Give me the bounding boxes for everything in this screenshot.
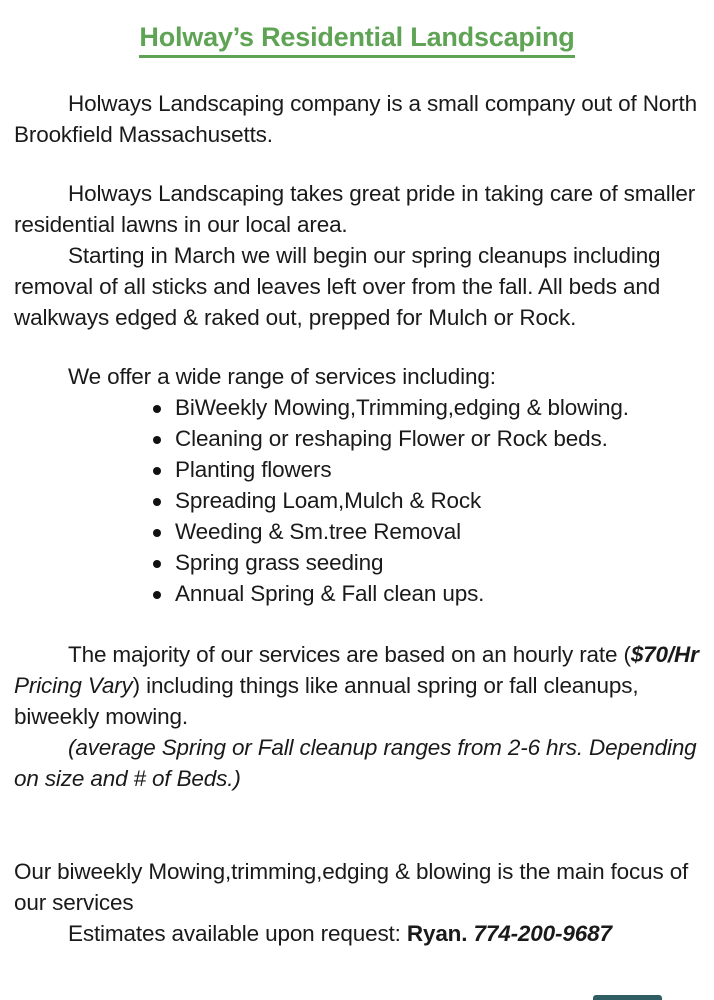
- list-item-label: Planting flowers: [175, 457, 332, 482]
- spacer: [14, 794, 710, 856]
- bullet-icon: [153, 436, 161, 444]
- services-heading: We offer a wide range of services including:: [68, 364, 496, 389]
- list-item: [14, 547, 710, 578]
- spacer: [14, 333, 710, 361]
- list-item-label: Annual Spring & Fall clean ups.: [175, 581, 485, 606]
- spring-cleanup-paragraph: Starting in March we will begin our spring cleanups including removal of all sticks and leaves left over from the fall. All beds and walkways edged & raked out, prepped for Mulch or Rock.: [14, 243, 661, 330]
- bullet-icon: [153, 405, 161, 413]
- pride-paragraph: Holways Landscaping takes great pride in taking care of smaller residential lawns in our local area.: [14, 181, 696, 237]
- list-item-label: BiWeekly Mowing,Trimming,edging & blowing.: [175, 395, 629, 420]
- list-item: [14, 392, 710, 423]
- list-item: [14, 485, 710, 516]
- contact-line: [14, 918, 710, 949]
- pricing-vary-note: Pricing Vary: [14, 673, 133, 698]
- contact-name: Ryan.: [406, 921, 468, 946]
- list-item-label: Spreading Loam,Mulch & Rock: [175, 488, 482, 513]
- bullet-icon: [153, 498, 161, 506]
- list-item: [14, 454, 710, 485]
- list-item-label: Cleaning or reshaping Flower or Rock beds.: [175, 426, 608, 451]
- list-item: [14, 516, 710, 547]
- pricing-lead: The majority of our services are based on an hourly rate (: [68, 642, 631, 667]
- bullet-icon: [153, 467, 161, 475]
- bullet-icon: [153, 560, 161, 568]
- bullet-icon: [153, 591, 161, 599]
- spacer: [14, 609, 710, 639]
- hourly-rate: $70/Hr: [630, 642, 699, 667]
- bottom-accent-bar: [593, 995, 662, 1000]
- list-item-label: Spring grass seeding: [175, 550, 384, 575]
- focus-paragraph: Our biweekly Mowing,trimming,edging & blowing is the main focus of our services: [14, 859, 689, 915]
- list-item-label: Weeding & Sm.tree Removal: [175, 519, 461, 544]
- page-title-text: Holway’s Residential Landscaping: [139, 20, 574, 58]
- list-item: [14, 578, 710, 609]
- spacer: [14, 150, 710, 178]
- bullet-icon: [153, 529, 161, 537]
- intro-paragraph: Holways Landscaping company is a small company out of North Brookfield Massachusetts.: [14, 91, 697, 147]
- contact-phone: 774-200-9687: [473, 921, 612, 946]
- cleanup-duration-note: (average Spring or Fall cleanup ranges from 2-6 hrs. Depending on size and # of Beds.): [14, 735, 697, 791]
- document-body: [14, 88, 710, 949]
- services-list: [14, 392, 710, 609]
- contact-lead: Estimates available upon request:: [68, 921, 407, 946]
- list-item: [14, 423, 710, 454]
- pricing-paragraph: [14, 639, 710, 732]
- pricing-after: ) including things like annual spring or fall cleanups, biweekly mowing.: [14, 673, 639, 729]
- page-title: [0, 20, 714, 58]
